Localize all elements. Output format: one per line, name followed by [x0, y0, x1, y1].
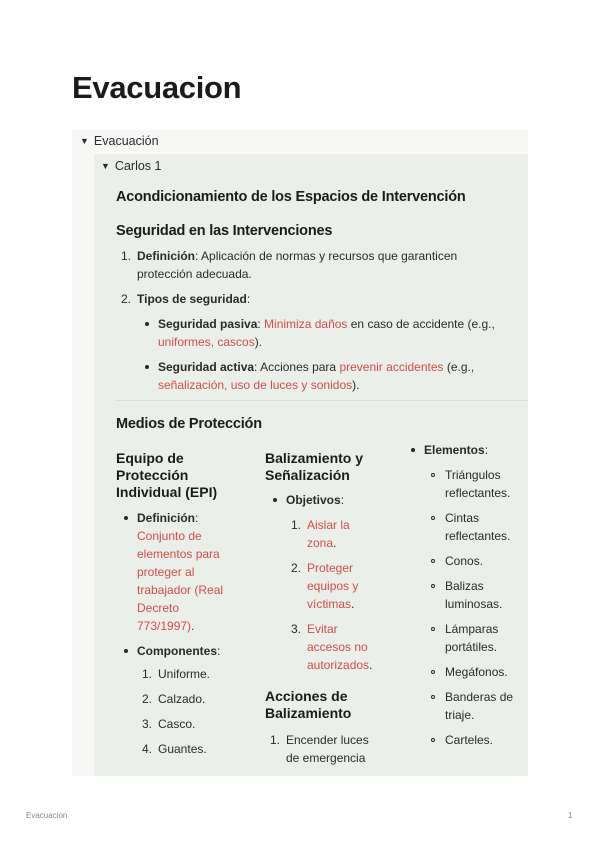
list-item	[137, 740, 247, 758]
toggle-label: Evacuación	[93, 134, 159, 148]
highlight-text: víctimas	[307, 597, 352, 611]
bullet-icon	[124, 516, 128, 520]
heading-line: Protección	[116, 467, 189, 483]
objetivos-list	[265, 491, 395, 509]
elementos-list	[403, 441, 525, 459]
highlight-text: señalización, uso de luces y sonidos	[158, 378, 353, 392]
list-item	[116, 642, 256, 660]
list-item	[286, 620, 396, 674]
definicion-text-cont: protección adecuada.	[137, 267, 252, 281]
highlight-text: Minimiza daños	[264, 317, 348, 331]
activa-label: Seguridad activa	[158, 360, 255, 374]
seguridad-heading: Seguridad en las Intervenciones	[116, 223, 333, 239]
list-number: 1.	[290, 518, 301, 532]
highlight-text: Decreto	[137, 601, 180, 615]
highlight-text: 773/1997)	[137, 619, 192, 633]
triangle-down-icon[interactable]: ▼	[101, 161, 110, 171]
balizamiento-heading	[265, 450, 400, 484]
objetivos-label: Objetivos	[286, 493, 341, 507]
definicion-label: Definición	[137, 511, 196, 525]
componentes-label: Componentes	[137, 644, 218, 658]
item-text: Banderas de	[445, 690, 514, 704]
list-item	[424, 731, 528, 749]
text: (e.g.,	[443, 360, 475, 374]
item-text: portátiles.	[445, 640, 498, 654]
toggle-carlos-1[interactable]	[101, 159, 161, 173]
page-number: 1	[568, 811, 573, 820]
list-item	[137, 315, 517, 351]
circle-bullet-icon	[431, 516, 435, 520]
item-text: Encender luces	[286, 733, 369, 747]
heading-line: Acciones de	[265, 688, 348, 704]
separator: :	[254, 360, 261, 374]
epi-list	[116, 509, 256, 660]
text: .	[191, 619, 195, 633]
list-number: 2.	[120, 292, 131, 306]
separator: :	[195, 511, 199, 525]
heading-line: Equipo de	[116, 450, 184, 466]
text: .	[369, 658, 373, 672]
footer-title: Evacuacion	[26, 811, 68, 820]
list-item	[286, 516, 396, 552]
separator: :	[246, 292, 251, 306]
circle-bullet-icon	[431, 559, 435, 563]
circle-bullet-icon	[431, 627, 435, 631]
list-number: 2.	[290, 561, 301, 575]
elementos-sublist	[424, 466, 528, 749]
heading-line: Balizamiento y	[265, 450, 364, 466]
item-text: reflectantes.	[445, 486, 511, 500]
text: .	[351, 597, 355, 611]
list-item	[424, 466, 528, 502]
list-item	[286, 559, 396, 613]
text: ).	[352, 378, 360, 392]
list-item	[116, 247, 516, 283]
highlight-text: trabajador (Real	[137, 583, 224, 597]
list-item	[424, 620, 528, 656]
section-heading: Acondicionamiento de los Espacios de Intervención	[116, 189, 466, 205]
item-text: Cintas	[445, 511, 480, 525]
componentes-list	[137, 665, 247, 758]
highlight-text: Aislar la	[307, 518, 350, 532]
highlight-text: elementos para	[137, 547, 220, 561]
separator: :	[340, 493, 345, 507]
circle-bullet-icon	[431, 695, 435, 699]
text: .	[333, 536, 337, 550]
list-number: 3.	[290, 622, 301, 636]
toggle-evacuacion[interactable]	[80, 134, 159, 148]
separator: :	[217, 644, 221, 658]
heading-line: Señalización	[265, 467, 350, 483]
highlight-text: zona	[307, 536, 334, 550]
separator: :	[484, 443, 489, 457]
item-text: Casco.	[158, 717, 196, 731]
heading-line: Balizamiento	[265, 705, 352, 721]
acciones-list	[265, 731, 395, 767]
list-item	[403, 441, 525, 459]
item-text: Conos.	[445, 554, 484, 568]
epi-heading	[116, 450, 251, 501]
list-item	[137, 715, 247, 733]
list-item	[116, 509, 256, 635]
circle-bullet-icon	[431, 738, 435, 742]
text: Acciones para	[260, 360, 340, 374]
list-item	[137, 665, 247, 683]
item-text: reflectantes.	[445, 529, 511, 543]
tipos-list	[137, 315, 517, 394]
separator: :	[195, 249, 199, 263]
objetivos-numbered	[286, 516, 396, 674]
page-title: Evacuacion	[72, 70, 242, 105]
list-item	[116, 290, 516, 308]
divider	[116, 400, 528, 401]
highlight-text: equipos y	[307, 579, 359, 593]
elementos-label: Elementos	[424, 443, 485, 457]
definicion-text: Aplicación de normas y recursos que garanticen	[198, 249, 458, 263]
highlight-text: accesos no	[307, 640, 368, 654]
list-number: 1.	[120, 249, 131, 263]
list-number: 1.	[269, 733, 280, 747]
bullet-icon	[145, 365, 149, 369]
item-text: luminosas.	[445, 597, 503, 611]
list-item	[137, 358, 517, 394]
toggle-label: Carlos 1	[114, 159, 162, 173]
list-item	[424, 663, 528, 681]
acciones-heading	[265, 688, 400, 722]
list-item	[424, 509, 528, 545]
item-text: Calzado.	[158, 692, 206, 706]
item-text: Triángulos	[445, 468, 501, 482]
list-item	[424, 577, 528, 613]
item-text: Lámparas	[445, 622, 499, 636]
highlight-text: Evitar	[307, 622, 338, 636]
highlight-text: Conjunto de	[137, 529, 202, 543]
medios-heading: Medios de Protección	[116, 416, 262, 432]
triangle-down-icon[interactable]: ▼	[80, 136, 89, 146]
item-text: Carteles.	[445, 733, 494, 747]
seguridad-list	[116, 247, 516, 308]
highlight-text: Proteger	[307, 561, 354, 575]
text: en caso de accidente (e.g.,	[347, 317, 495, 331]
item-text: Balizas	[445, 579, 484, 593]
heading-line: Individual (EPI)	[116, 484, 218, 500]
definicion-label: Definición	[137, 249, 196, 263]
list-item	[424, 688, 528, 724]
bullet-icon	[145, 322, 149, 326]
circle-bullet-icon	[431, 473, 435, 477]
highlight-text: prevenir accidentes	[339, 360, 444, 374]
item-text: Guantes.	[158, 742, 207, 756]
list-number: 2.	[141, 692, 152, 706]
item-text: Uniforme.	[158, 667, 211, 681]
separator: :	[257, 317, 265, 331]
item-text: Megáfonos.	[445, 665, 508, 679]
tipos-label: Tipos de seguridad	[137, 292, 247, 306]
item-text: de emergencia	[286, 751, 366, 765]
bullet-icon	[411, 448, 415, 452]
item-text: triaje.	[445, 708, 475, 722]
bullet-icon	[273, 498, 277, 502]
list-item	[265, 731, 395, 767]
highlight-text: proteger al	[137, 565, 195, 579]
highlight-text: autorizados	[307, 658, 370, 672]
list-number: 1.	[141, 667, 152, 681]
circle-bullet-icon	[431, 670, 435, 674]
highlight-text: uniformes, cascos	[158, 335, 255, 349]
text: ).	[254, 335, 263, 349]
list-number: 3.	[141, 717, 152, 731]
list-item	[265, 491, 395, 509]
list-item	[424, 552, 528, 570]
pasiva-label: Seguridad pasiva	[158, 317, 258, 331]
list-item	[137, 690, 247, 708]
list-number: 4.	[141, 742, 152, 756]
bullet-icon	[124, 649, 128, 653]
circle-bullet-icon	[431, 584, 435, 588]
